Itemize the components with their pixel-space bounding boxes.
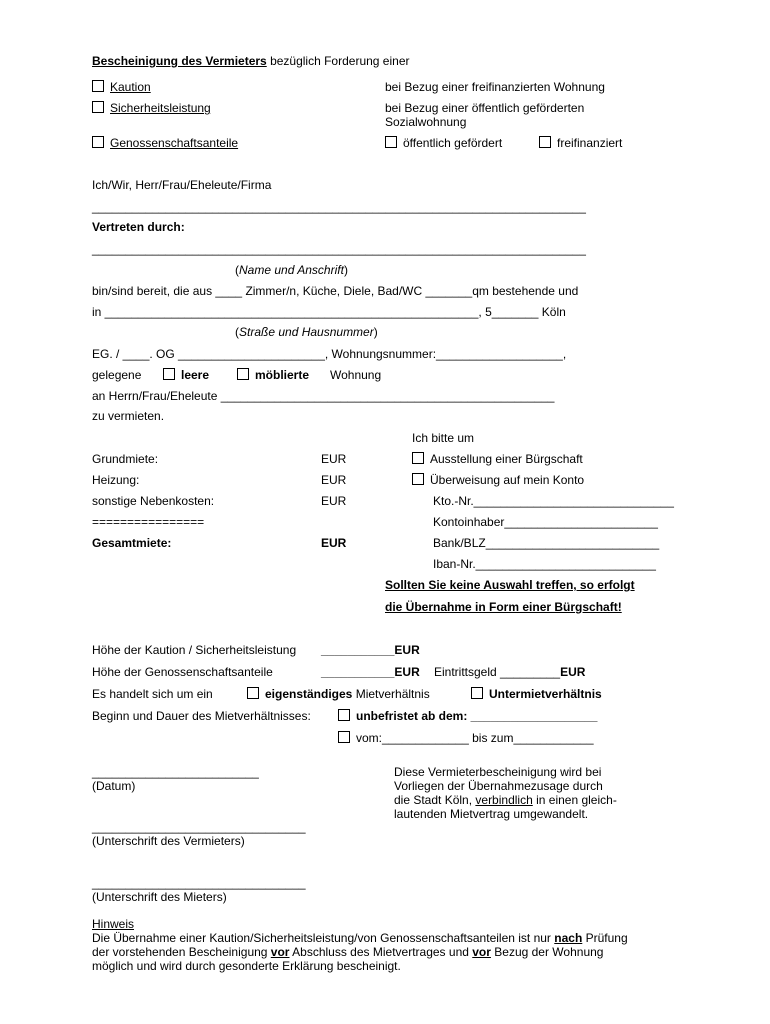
hinweis-nach: nach [554, 931, 583, 945]
hinweis-2c: Abschluss des Mietvertrages und [289, 945, 473, 959]
hinweis-title: Hinweis [92, 917, 135, 931]
bank-field[interactable]: Bank/BLZ__________________________ [433, 536, 660, 550]
note-line-3c: in einen gleich- [532, 793, 617, 807]
bezug-frei-text: bei Bezug einer freifinanzierten Wohnung [385, 80, 605, 94]
note-line-2: Vorliegen der Übernahmezusage durch [394, 779, 603, 793]
heizung-eur: EUR [321, 473, 347, 487]
frei-checkbox[interactable] [539, 136, 551, 148]
datum-caption: (Datum) [92, 779, 136, 793]
option-eigen[interactable] [247, 687, 430, 701]
option-ueberweisung[interactable] [412, 473, 584, 487]
ichwir-label: Ich/Wir, Herr/Frau/Eheleute/Firma [92, 178, 272, 192]
hinweis-1a: Die Übernahme einer Kaution/Sicherheitsleistung/von Genossenschaftsanteilen ist nur [92, 931, 555, 945]
bereit-line[interactable]: bin/sind bereit, die aus ____ Zimmer/n, Küche, Diele, Bad/WC _______qm bestehende und [92, 284, 579, 298]
option-kaution[interactable] [92, 80, 151, 94]
moeblierte-label: möblierte [255, 368, 310, 382]
grundmiete-eur: EUR [321, 452, 347, 466]
bezug-oeff-text-1: bei Bezug einer öffentlich geförderten [385, 101, 585, 115]
wohnung-label: Wohnung [330, 368, 382, 382]
strasse-hint-text: Straße und Hausnummer [239, 325, 374, 339]
hoehe-kaution-label: Höhe der Kaution / Sicherheitsleistung [92, 643, 297, 657]
mieter-signature-line[interactable]: ________________________________ [92, 876, 306, 890]
option-unter[interactable] [471, 687, 602, 701]
genossen-label: Genossenschaftsanteile [110, 136, 239, 150]
kaution-checkbox[interactable] [92, 80, 104, 92]
inhaber-field[interactable]: Kontoinhaber_______________________ [433, 515, 658, 529]
eigen-checkbox[interactable] [247, 687, 259, 699]
option-frei[interactable] [539, 136, 622, 150]
unter-checkbox[interactable] [471, 687, 483, 699]
option-genossen[interactable] [92, 136, 238, 150]
strasse-hint: (Straße und Hausnummer) [235, 325, 378, 339]
note-verbindlich: verbindlich [475, 793, 533, 807]
unbefristet-label: unbefristet ab dem: ___________________ [356, 709, 598, 723]
hinweis-line-2 [92, 945, 603, 959]
neben-label: sonstige Nebenkosten: [92, 494, 215, 508]
note-line-3 [394, 793, 617, 807]
grundmiete-label: Grundmiete: [92, 452, 159, 466]
gesamt-eur: EUR [321, 536, 347, 550]
buergschaft-checkbox[interactable] [412, 452, 424, 464]
option-oeff[interactable] [385, 136, 502, 150]
kaution-label: Kaution [110, 80, 151, 94]
eintritt-label: Eintrittsgeld _________ [434, 665, 561, 679]
vermieter-caption: (Unterschrift des Vermieters) [92, 834, 245, 848]
frei-label: freifinanziert [557, 136, 623, 150]
vermieter-signature-line[interactable]: ________________________________ [92, 820, 306, 834]
eintritt-eur: EUR [560, 665, 586, 679]
genossen-checkbox[interactable] [92, 136, 104, 148]
hinweis-line-3: möglich und wird durch gesonderte Erklärung bescheinigt. [92, 959, 401, 973]
zu-vermieten: zu vermieten. [92, 409, 165, 423]
hoehe-genossen-label: Höhe der Genossenschaftsanteile [92, 665, 273, 679]
form-title [92, 54, 410, 68]
genossen-amount-field[interactable]: ___________EUR [321, 665, 420, 679]
warning-line-2: die Übernahme in Form einer Bürgschaft! [385, 600, 622, 614]
option-vom[interactable] [338, 731, 594, 745]
separator: ================ [92, 515, 205, 529]
vertreten-label: Vertreten durch: [92, 220, 185, 234]
in-line[interactable]: in ________________________________________________________, 5_______ Köln [92, 305, 566, 319]
heizung-label: Heizung: [92, 473, 140, 487]
ueberweisung-checkbox[interactable] [412, 473, 424, 485]
hinweis-vor-1: vor [270, 945, 290, 959]
buergschaft-label: Ausstellung einer Bürgschaft [430, 452, 583, 466]
vom-checkbox[interactable] [338, 731, 350, 743]
an-line[interactable]: an Herrn/Frau/Eheleute __________________________________________________ [92, 389, 555, 403]
option-leere[interactable] [163, 368, 209, 382]
neben-eur: EUR [321, 494, 347, 508]
oeff-label: öffentlich gefördert [403, 136, 503, 150]
name-hint: (Name und Anschrift) [235, 263, 348, 277]
warning-line-1: Sollten Sie keine Auswahl treffen, so erfolgt [385, 578, 635, 592]
gelegene-label: gelegene [92, 368, 142, 382]
eg-line[interactable]: EG. / ____. OG ______________________, Wohnungsnummer:___________________, [92, 347, 567, 361]
leere-label: leere [181, 368, 210, 382]
eigen-label: eigenständiges [265, 687, 353, 701]
leere-checkbox[interactable] [163, 368, 175, 380]
hinweis-2a: der vorstehenden Bescheinigung [92, 945, 271, 959]
moeblierte-checkbox[interactable] [237, 368, 249, 380]
note-line-3a: die Stadt Köln, [394, 793, 476, 807]
handelt-label: Es handelt sich um ein [92, 687, 213, 701]
sicherheit-checkbox[interactable] [92, 101, 104, 113]
ueberweisung-label: Überweisung auf mein Konto [430, 473, 585, 487]
hinweis-line-1 [92, 931, 628, 945]
bezug-oeff-text-2: Sozialwohnung [385, 115, 467, 129]
note-line-1: Diese Vermieterbescheinigung wird bei [394, 765, 602, 779]
bitte-label: Ich bitte um [412, 431, 475, 445]
option-unbefristet[interactable] [338, 709, 597, 723]
option-sicherheit[interactable] [92, 101, 211, 115]
mieter-caption: (Unterschrift des Mieters) [92, 890, 227, 904]
unter-label: Untermietverhältnis [489, 687, 602, 701]
unbefristet-checkbox[interactable] [338, 709, 350, 721]
sicherheit-label: Sicherheitsleistung [110, 101, 211, 115]
option-moeblierte[interactable] [237, 368, 309, 382]
datum-line[interactable]: _________________________ [92, 765, 259, 779]
iban-field[interactable]: Iban-Nr.___________________________ [433, 557, 656, 571]
oeff-checkbox[interactable] [385, 136, 397, 148]
hinweis-1c: Prüfung [582, 931, 628, 945]
mietverhaeltnis-label: Mietverhältnis [352, 687, 430, 701]
hinweis-vor-2: vor [472, 945, 491, 959]
name-hint-text: Name und Anschrift [239, 263, 344, 277]
beginn-label: Beginn und Dauer des Mietverhältnisses: [92, 709, 311, 723]
kaution-amount-field[interactable]: ___________EUR [321, 643, 420, 657]
kto-field[interactable]: Kto.-Nr.______________________________ [433, 494, 674, 508]
tenant-line-2[interactable]: __________________________________________________________________________ [92, 242, 586, 256]
option-buergschaft[interactable] [412, 452, 583, 466]
vom-label: vom:_____________ bis zum____________ [356, 731, 594, 745]
note-line-4: lautenden Mietvertrag umgewandelt. [394, 807, 589, 821]
gesamt-label: Gesamtmiete: [92, 536, 172, 550]
title-bold: Bescheinigung des Vermieters [92, 54, 267, 68]
title-rest: bezüglich Forderung einer [266, 54, 410, 68]
hinweis-2e: Bezug der Wohnung [490, 945, 604, 959]
tenant-line-1[interactable]: __________________________________________________________________________ [92, 200, 586, 214]
eintritt-field[interactable] [434, 665, 585, 679]
